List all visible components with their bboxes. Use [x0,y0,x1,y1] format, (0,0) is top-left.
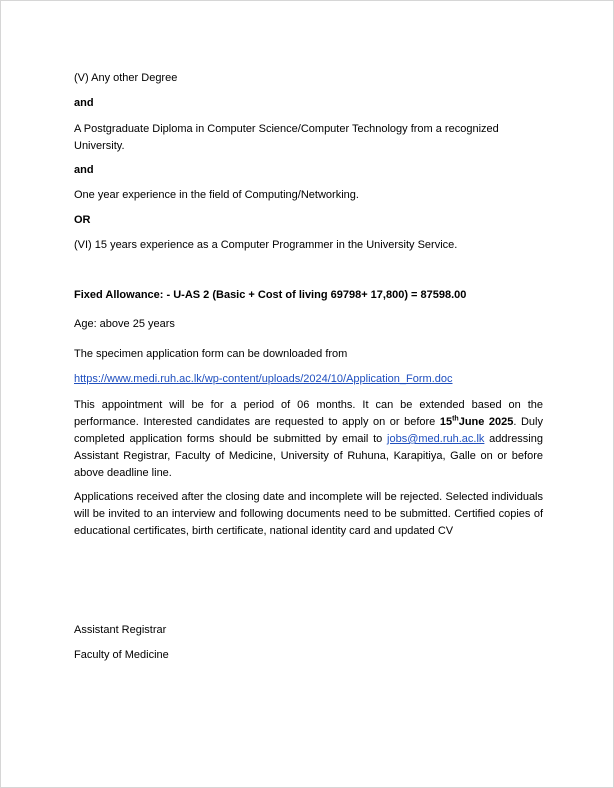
specimen-form-text: The specimen application form can be downloaded from [74,348,348,360]
degree-option-v: (V) Any other Degree [74,72,178,84]
deadline-month-year: June 2025 [458,416,514,428]
appointment-text-part3: addressing Assistant Registrar, Faculty of Medicine, University of Ruhuna, Karapitiya, Galle on or before above deadline line. [74,433,543,479]
application-form-link[interactable]: https://www.medi.ruh.ac.lk/wp-content/uploads/2024/10/Application_Form.doc [74,373,453,385]
applications-note: Applications received after the closing date and incomplete will be rejected. Selected individuals will be invited to an interview and following documents need to be submitted. Certified copies of educational certificates, birth certificate, national identity card and updated CV [74,491,543,537]
appointment-text-part1: This appointment will be for a period of 06 months. It can be extended based on the performance. Interested candidates are requested to apply on or before [74,399,543,428]
age-requirement: Age: above 25 years [74,318,175,330]
or-connector: OR [74,214,91,226]
and-connector-1: and [74,97,94,109]
email-link[interactable]: jobs@med.ruh.ac.lk [387,433,485,445]
experience-requirement: One year experience in the field of Computing/Networking. [74,189,359,201]
fixed-allowance: Fixed Allowance: - U-AS 2 (Basic + Cost of living 69798+ 17,800) = 87598.00 [74,289,467,301]
deadline-suffix: th [452,415,459,423]
appointment-text-part2: . Duly completed application forms should be submitted by email to [74,416,543,445]
appointment-paragraph [74,397,543,482]
and-connector-2: and [74,164,94,176]
deadline-date [440,416,514,428]
postgrad-diploma-requirement: A Postgraduate Diploma in Computer Science/Computer Technology from a recognized University. [74,123,499,152]
signature-faculty: Faculty of Medicine [74,649,169,661]
signature-title: Assistant Registrar [74,624,167,636]
deadline-day: 15 [439,416,453,428]
degree-option-vi: (VI) 15 years experience as a Computer Programmer in the University Service. [74,239,458,251]
